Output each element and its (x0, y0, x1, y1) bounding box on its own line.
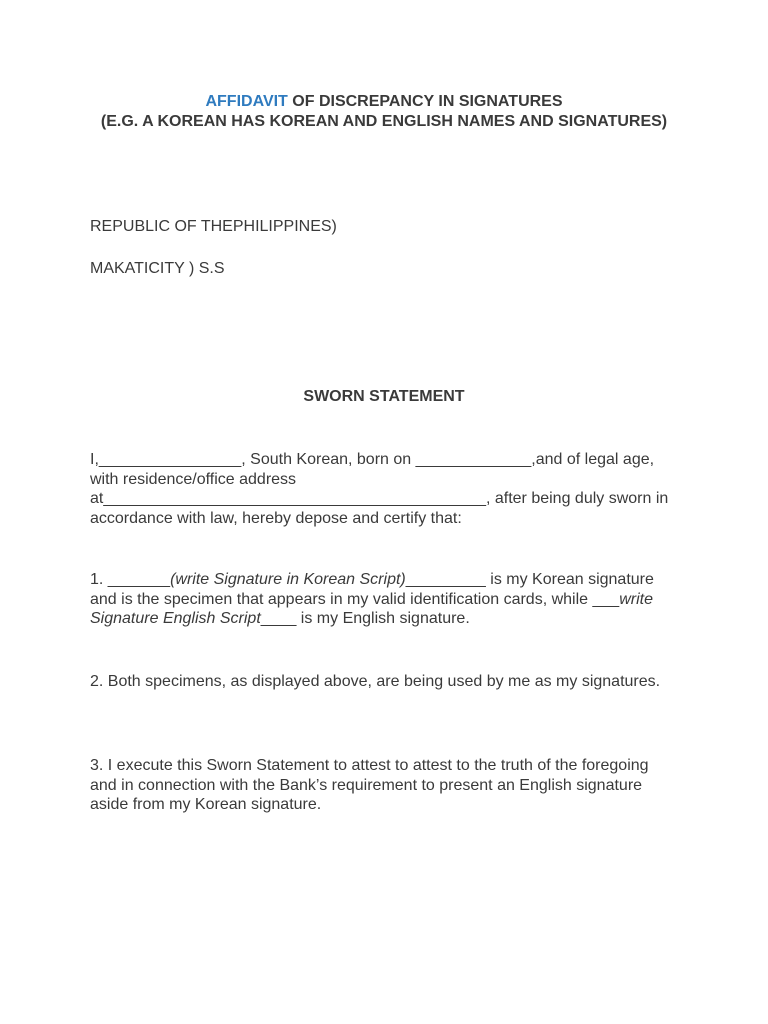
item-3-line-3: aside from my Korean signature. (90, 796, 322, 813)
intro-paragraph (90, 450, 680, 528)
venue-republic: REPUBLIC OF THEPHILIPPINES) (90, 218, 337, 235)
document-title-block (0, 92, 768, 132)
item-1-paragraph (90, 570, 680, 629)
item-1-prefix: 1. _______ (90, 571, 171, 588)
document-title (0, 92, 768, 112)
item-3-line-1: 3. I execute this Sworn Statement to attest to attest to the truth of the foregoing (90, 757, 649, 774)
item-1-line-2-text: and is the specimen that appears in my valid identification cards, while ___ (90, 590, 620, 608)
item-3-paragraph (90, 756, 680, 815)
item-1-line-3-text: ____ is my English signature. (260, 610, 470, 627)
venue-city: MAKATICITY ) S.S (90, 260, 225, 277)
intro-line-3: at___________________________________________, after being duly sworn in (90, 490, 669, 507)
item-2-paragraph (90, 672, 680, 692)
item-3-line-2: and in connection with the Bank’s requirement to present an English signature (90, 776, 643, 794)
document-subtitle: (E.G. A KOREAN HAS KOREAN AND ENGLISH NAMES AND SIGNATURES) (100, 113, 668, 130)
affidavit-link[interactable]: AFFIDAVIT (205, 93, 288, 110)
title-text: OF DISCREPANCY IN SIGNATURES (287, 93, 563, 110)
intro-line-2: with residence/office address (90, 470, 297, 488)
item-2-line: 2. Both specimens, as displayed above, are being used by me as my signatures. (90, 673, 661, 690)
item-1-line-2-italic: write (619, 590, 653, 608)
item-1-line-2 (90, 590, 680, 610)
intro-line-1: I,________________, South Korean, born on _____________,and of legal age, (90, 451, 655, 468)
item-1-english-instruction: Signature English Script (90, 610, 261, 627)
item-1-korean-instruction: (write Signature in Korean Script) (170, 571, 406, 588)
intro-line-4: accordance with law, hereby depose and certify that: (90, 509, 462, 527)
item-1-korean-tail: _________ is my Korean signature (405, 571, 654, 588)
item-1-line-1 (90, 570, 680, 590)
section-heading: SWORN STATEMENT (303, 388, 465, 405)
item-1-line-3 (90, 609, 680, 629)
